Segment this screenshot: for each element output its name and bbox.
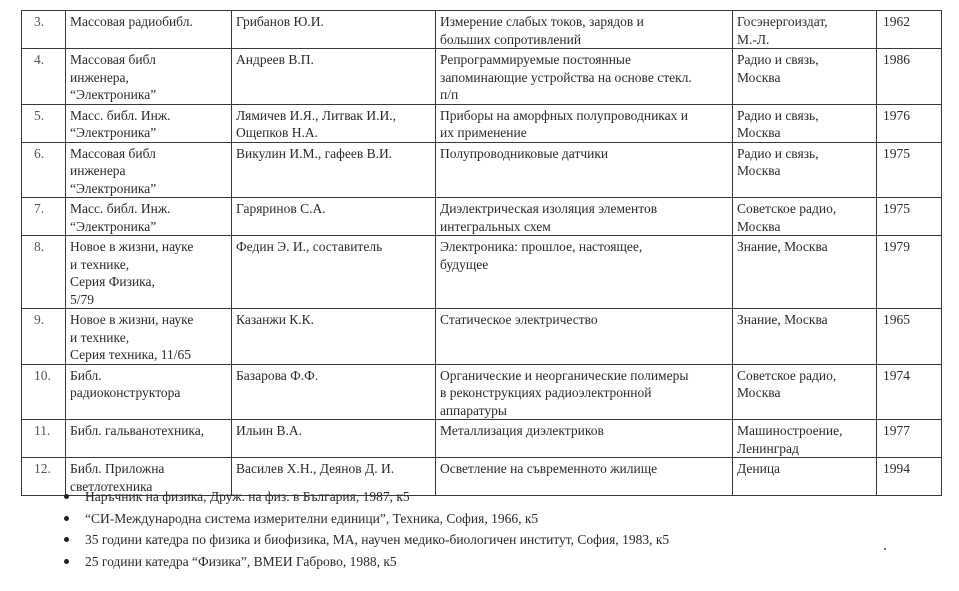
list-item	[64, 551, 669, 573]
year-cell: 1994	[877, 458, 942, 496]
table-row	[22, 236, 942, 309]
year-cell: 1986	[877, 49, 942, 105]
row-number: 3.	[22, 11, 66, 49]
table-row	[22, 198, 942, 236]
publisher-cell: Знание, Москва	[733, 236, 877, 309]
sources-list	[64, 486, 669, 572]
row-number: 9.	[22, 309, 66, 365]
year-cell: 1979	[877, 236, 942, 309]
year-cell: 1975	[877, 142, 942, 198]
row-number: 8.	[22, 236, 66, 309]
author-cell: Андреев В.П.	[232, 49, 436, 105]
list-item	[64, 529, 669, 551]
publisher-cell: Деница	[733, 458, 877, 496]
bullet-icon	[64, 516, 69, 521]
title-cell: Репрограммируемые постоянные запоминающие устройства на основе стекл. п/п	[436, 49, 733, 105]
series-cell: Массовая библ инженера “Электроника”	[66, 142, 232, 198]
title-cell: Диэлектрическая изоляция элементов интегральных схем	[436, 198, 733, 236]
list-item	[64, 508, 669, 530]
row-number: 10.	[22, 364, 66, 420]
row-number: 6.	[22, 142, 66, 198]
series-cell: Библ. радиоконструктора	[66, 364, 232, 420]
row-number: 12.	[22, 458, 66, 496]
bullet-icon	[64, 559, 69, 564]
year-cell: 1975	[877, 198, 942, 236]
scan-speck	[884, 548, 886, 550]
author-cell: Лямичев И.Я., Литвак И.И., Ощепков Н.А.	[232, 104, 436, 142]
row-number: 11.	[22, 420, 66, 458]
table-row	[22, 420, 942, 458]
source-text: 25 години катедра “Физика”, ВМЕИ Габрово, 1988, к5	[85, 553, 397, 569]
table-row	[22, 104, 942, 142]
source-text: “СИ-Международна система измерителни единици”, Техника, София, 1966, к5	[85, 510, 539, 526]
row-number: 7.	[22, 198, 66, 236]
publisher-cell: Знание, Москва	[733, 309, 877, 365]
list-item	[64, 486, 669, 508]
title-cell: Металлизация диэлектриков	[436, 420, 733, 458]
title-cell: Полупроводниковые датчики	[436, 142, 733, 198]
author-cell: Грибанов Ю.И.	[232, 11, 436, 49]
title-cell: Осветление на съвременното жилище	[436, 458, 733, 496]
author-cell: Ильин В.А.	[232, 420, 436, 458]
author-cell: Федин Э. И., составитель	[232, 236, 436, 309]
bibliography-table	[21, 10, 942, 496]
series-cell: Новое в жизни, науке и технике, Серия техника, 11/65	[66, 309, 232, 365]
publisher-cell: Госэнергоиздат, М.-Л.	[733, 11, 877, 49]
series-cell: Библ. Приложна светлотехника	[66, 458, 232, 496]
series-cell: Массовая библ инженера, “Электроника”	[66, 49, 232, 105]
publisher-cell: Советское радио, Москва	[733, 198, 877, 236]
year-cell: 1965	[877, 309, 942, 365]
publisher-cell: Радио и связь, Москва	[733, 49, 877, 105]
year-cell: 1962	[877, 11, 942, 49]
title-cell: Статическое электричество	[436, 309, 733, 365]
title-cell: Измерение слабых токов, зарядов и больших сопротивлений	[436, 11, 733, 49]
year-cell: 1974	[877, 364, 942, 420]
author-cell: Гаряринов С.А.	[232, 198, 436, 236]
title-cell: Органические и неорганические полимеры в реконструкциях радиоэлектронной аппаратуры	[436, 364, 733, 420]
author-cell: Василев Х.Н., Деянов Д. И.	[232, 458, 436, 496]
table-row	[22, 142, 942, 198]
series-cell: Библ. гальванотехника,	[66, 420, 232, 458]
year-cell: 1976	[877, 104, 942, 142]
table-row	[22, 11, 942, 49]
source-text: 35 години катедра по физика и биофизика, МА, научен медико-биологичен институт, София, 1983, к5	[85, 532, 670, 547]
publisher-cell: Радио и связь, Москва	[733, 104, 877, 142]
bullet-icon	[64, 494, 69, 499]
publisher-cell: Советское радио, Москва	[733, 364, 877, 420]
author-cell: Казанжи К.К.	[232, 309, 436, 365]
author-cell: Базарова Ф.Ф.	[232, 364, 436, 420]
series-cell: Масс. библ. Инж. “Электроника”	[66, 104, 232, 142]
publisher-cell: Машиностроение, Ленинград	[733, 420, 877, 458]
author-cell: Викулин И.М., гафеев В.И.	[232, 142, 436, 198]
series-cell: Массовая радиобибл.	[66, 11, 232, 49]
row-number: 5.	[22, 104, 66, 142]
table-row	[22, 309, 942, 365]
title-cell: Электроника: прошлое, настоящее, будущее	[436, 236, 733, 309]
publisher-cell: Радио и связь, Москва	[733, 142, 877, 198]
row-number: 4.	[22, 49, 66, 105]
bullet-icon	[64, 537, 69, 542]
table-row	[22, 49, 942, 105]
series-cell: Масс. библ. Инж. “Электроника”	[66, 198, 232, 236]
series-cell: Новое в жизни, науке и технике, Серия Физика, 5/79	[66, 236, 232, 309]
source-text: Наръчник на физика, Друж. на физ. в България, 1987, к5	[85, 489, 410, 504]
title-cell: Приборы на аморфных полупроводниках и их применение	[436, 104, 733, 142]
table-row	[22, 364, 942, 420]
year-cell: 1977	[877, 420, 942, 458]
